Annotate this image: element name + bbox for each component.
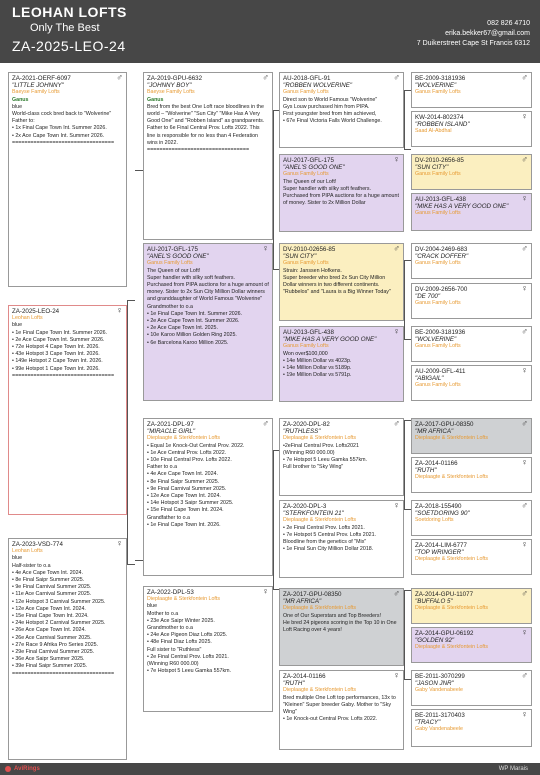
- owner: Dieplaagte & Sterkfontein Lofts: [283, 605, 357, 612]
- owner: Dieplaagte & Sterkfontein Lofts: [147, 435, 221, 442]
- main-ring-number: ZA-2025-LEO-24: [12, 38, 126, 54]
- ggp-card-ffm[interactable]: [279, 154, 404, 232]
- female-icon: ♀: [521, 627, 528, 637]
- description: Super handler with silky soft feathers.: [147, 274, 236, 281]
- ring-number: AU-2009-GFL-411: [415, 368, 466, 375]
- avirings-logo-icon: [5, 766, 11, 772]
- description: • 67e Final Victoria Falls World Challenge.: [283, 118, 382, 125]
- ring-number: BE-2011-3170403: [415, 712, 465, 719]
- mother-line: • 26e Ace Carnival Summer 2025.: [12, 634, 92, 641]
- result-line: • 6e Barcelona Karoo Million 2025.: [147, 339, 229, 346]
- father-line: • 1x Final Cape Town Int. Summer 2026.: [12, 125, 107, 132]
- female-icon: ♀: [393, 154, 400, 164]
- female-icon: ♀: [393, 500, 400, 510]
- mother-line: • 9e Final Carnival Summer 2025.: [12, 584, 92, 591]
- owner: Dieplaagte & Sterkfontein Lofts: [147, 596, 221, 603]
- description: Bred multiple One Loft top performances, 13x to "Kleinen" Super breeder Gaby. Mother to "Sky Wing": [283, 694, 396, 716]
- pigeon-name: "RUTH": [415, 467, 437, 475]
- ring-number: ZA-2019-GPU-6632: [147, 75, 203, 82]
- pigeon-color: blue: [12, 322, 23, 329]
- mother-line: • 27e Race 9 Afrika Pro Series 2025.: [12, 641, 99, 648]
- mother-line: • 24e Hotspot 2 Carnival Summer 2025.: [12, 620, 106, 627]
- pigeon-name: "TOP WRINGER": [415, 549, 464, 557]
- ring-number: ZA-2020-DPL-3: [283, 503, 327, 510]
- pigeon-name: "SOETDORING 90": [415, 510, 470, 518]
- pigeon-name: "MIKE HAS A VERY GOOD ONE": [415, 203, 509, 211]
- contact-block: [417, 19, 530, 49]
- ring-number: ZA-2017-GPU-08350: [283, 591, 342, 598]
- father-strain: Ganus: [12, 96, 29, 103]
- result-line: • 14e Million Dollar vs 4023p.: [283, 357, 352, 364]
- description: Won over$100,000: [283, 350, 328, 357]
- result-line: • 1e Ace Central Prov. Lofts 2022.: [147, 449, 227, 456]
- male-icon: ♂: [521, 243, 528, 253]
- mother-card[interactable]: [8, 538, 127, 760]
- pigeon-line: • 72e Hotspot 4 Cape Town Int. 2026.: [12, 344, 100, 351]
- owner: Dieplaagte & Sterkfontein Lofts: [415, 556, 489, 563]
- result-line: • 24e Ace Pigeon Diaz Lofts 2025.: [147, 632, 228, 639]
- ring-number: BE-2009-3181936: [415, 75, 466, 82]
- result-line: • 8e Final Saipr Summer 2025.: [147, 478, 220, 485]
- male-icon: ♂: [393, 72, 400, 82]
- owner: Ganus Family Lofts: [283, 343, 329, 350]
- result-line: • 2e Ace Cape Town Int. 2025.: [147, 325, 218, 332]
- g4-card-4[interactable]: [411, 193, 532, 231]
- mother-line: • 11e Ace Carnival Summer 2025.: [12, 591, 92, 598]
- pigeon-name: "MIRACLE GIRL": [147, 428, 196, 436]
- mother-ring: ZA-2023-VSD-774: [12, 541, 63, 548]
- description: Super handler with silky soft feathers.: [283, 185, 372, 192]
- ring-number: ZA-2014-LIM-6777: [415, 542, 467, 549]
- result-line: • 7e Hotspot 5 Leeu Gamka 557km.: [283, 457, 368, 464]
- pigeon-name: "WOLVERINE": [415, 82, 457, 90]
- pigeon-name: "STERKFONTEIN 21": [283, 510, 344, 518]
- father-ring: ZA-2021-OERF-6097: [12, 75, 71, 82]
- father-owner: Baeyse Family Lofts: [12, 89, 60, 96]
- contact-address: 7 Duikerstreet Cape St Francis 6312: [416, 40, 530, 47]
- description: Bred from the best One Loft race bloodlines in the world – "Wolverine" "Sun City" "Mike Has A Very Good One" and "Robben Island" as grandparents. Father to 6e Final Central Prov. Lofts 2022. This line is responsible for no less than 4 Federation wins in 2022.: [147, 103, 265, 146]
- pigeon-line: =================================: [12, 372, 115, 379]
- ring-number: ZA-2017-GPU-08350: [415, 421, 474, 428]
- ring-number: AU-2017-GFL-175: [147, 246, 198, 253]
- pigeon-name: "SUN CITY": [283, 253, 317, 261]
- pigeon-card[interactable]: [8, 305, 127, 515]
- ring-number: ZA-2014-01166: [283, 673, 326, 680]
- maternal-grandmother-card[interactable]: [143, 586, 273, 712]
- result-line: Mother to o.a: [147, 610, 179, 617]
- owner: Ganus Family Lofts: [415, 260, 461, 267]
- father-line: =================================: [12, 139, 115, 146]
- loft-name: LEOHAN LOFTS: [12, 4, 127, 20]
- g4-card-10[interactable]: [411, 457, 532, 493]
- female-icon: ♀: [262, 586, 269, 596]
- father-name: "LITTLE JOHNNY": [12, 82, 64, 90]
- pigeon-name: "ANEL'S GOOD ONE": [283, 164, 345, 172]
- pigeon-line: • 99e Hotspot 1 Cape Town Int. 2026.: [12, 365, 100, 372]
- owner: Ganus Family Lofts: [415, 171, 461, 178]
- pigeon-name: "DE 700": [415, 293, 441, 301]
- pigeon-name: "ROBBEN ISLAND": [415, 121, 470, 129]
- result-line: Grandmother to o.a: [147, 625, 193, 632]
- pigeon-line: • 149e Hotspot 2 Cape Town Int. 2026.: [12, 358, 103, 365]
- male-icon: ♂: [521, 154, 528, 164]
- pigeon-name: "MIKE HAS A VERY GOOD ONE": [283, 336, 377, 344]
- mother-owner: Leohan Lofts: [12, 548, 43, 555]
- pedigree-header: [0, 0, 540, 63]
- male-icon: ♂: [521, 326, 528, 336]
- result-line: Full sister to "Ruthless": [147, 646, 202, 653]
- owner: Ganus Family Lofts: [415, 210, 461, 217]
- ring-number: AU-2017-GFL-175: [283, 157, 334, 164]
- male-icon: ♂: [521, 670, 528, 680]
- owner: Dieplaagte & Sterkfontein Lofts: [415, 435, 489, 442]
- result-line: (Winning R60 000.00): [283, 449, 335, 456]
- pigeon-name: "BUFFALO 5": [415, 598, 453, 606]
- female-icon: ♀: [521, 539, 528, 549]
- pigeon-name: "WOLVERINE": [415, 336, 457, 344]
- ggp-card-mmf[interactable]: [279, 588, 404, 666]
- ring-number: BE-2011-3070299: [415, 673, 465, 680]
- female-icon: ♀: [116, 538, 123, 548]
- ring-number: DV-2009-2656-700: [415, 286, 468, 293]
- result-line: • 10e Final Central Prov. Lofts 2022.: [147, 457, 232, 464]
- father-line: blue: [12, 103, 23, 110]
- description: Purchased from PIPA auctions for a huge amount of money. Sister to 2x Million Dollar: [283, 193, 399, 207]
- g4-card-7[interactable]: [411, 326, 532, 362]
- footer-credit: WP Marais: [498, 766, 528, 772]
- ggp-card-mff[interactable]: [279, 418, 404, 496]
- g4-card-1[interactable]: [411, 72, 532, 108]
- result-line: • 7e Hotspot 5 Leeu Gamka 557km.: [147, 668, 232, 675]
- pigeon-name: "SUN CITY": [415, 164, 449, 172]
- pigeon-ring: ZA-2025-LEO-24: [12, 308, 60, 315]
- male-icon: ♂: [521, 500, 528, 510]
- owner: Dieplaagte & Sterkfontein Lofts: [415, 605, 489, 612]
- result-line: • 48e Final Diaz Lofts 2025.: [147, 639, 212, 646]
- result-line: (Winning R60 000.00): [147, 661, 199, 668]
- result-line: • 1e Final Sun City Million Dollar 2018.: [283, 546, 374, 553]
- footer-brand[interactable]: AviRings: [14, 766, 40, 772]
- male-icon: ♂: [521, 72, 528, 82]
- result-line: • 1e Final Cape Town Int. Summer 2026.: [147, 310, 243, 317]
- owner: Dieplaagte & Sterkfontein Lofts: [283, 687, 357, 694]
- father-card[interactable]: [8, 72, 127, 287]
- g4-card-11[interactable]: [411, 500, 532, 536]
- male-icon: ♂: [393, 243, 400, 253]
- contact-phone[interactable]: 082 826 4710: [487, 20, 530, 27]
- result-line: • 1e Final Cape Town Int. 2026.: [147, 521, 221, 528]
- result-line: • 19e Million Dollar vs 5791p.: [283, 372, 352, 379]
- result-line: • 14e Hotspot 3 Saipr Summer 2025.: [147, 500, 234, 507]
- pigeon-name: "ABIGAIL": [415, 375, 444, 383]
- mother-line: • 12e Ace Cape Town Int. 2024.: [12, 605, 86, 612]
- description: He bred 24 pigeons scoring in the Top 10 in One Loft Racing over 4 years!: [283, 619, 397, 634]
- ggp-card-fmf[interactable]: [279, 243, 404, 321]
- pigeon-line: • 1e Final Cape Town Int. Summer 2026.: [12, 329, 108, 336]
- pigeon-name: "JASON JNR": [415, 680, 454, 688]
- ring-number: ZA-2020-DPL-82: [283, 421, 330, 428]
- ring-number: KW-2014-802374: [415, 114, 464, 121]
- pigeon-name: "GOLDEN 92": [415, 637, 455, 645]
- ring-number: ZA-2018-155490: [415, 503, 462, 510]
- footer-bar: [0, 763, 540, 775]
- g4-card-14[interactable]: [411, 627, 532, 663]
- description: Grandmother to o.a: [147, 303, 193, 310]
- paternal-grandfather-card[interactable]: [143, 72, 273, 240]
- female-icon: ♀: [393, 326, 400, 336]
- owner: Ganus Family Lofts: [283, 260, 329, 267]
- strain: Ganus: [147, 96, 164, 103]
- owner: Saad Al-Abdhal: [415, 128, 452, 135]
- owner: Baeyse Family Lofts: [147, 89, 195, 96]
- result-line: • 23e Ace Saipr Winter 2025.: [147, 617, 215, 624]
- owner: Ganus Family Lofts: [415, 89, 461, 96]
- result-line: • 10e Karoo Million Golden Ring 2025.: [147, 332, 237, 339]
- male-icon: ♂: [393, 418, 400, 428]
- pigeon-name: "TRACY": [415, 719, 441, 727]
- female-icon: ♀: [521, 111, 528, 121]
- pigeon-name: "JOHNNY BOY": [147, 82, 192, 90]
- pigeon-name: "ROBBEN WOLVERINE": [283, 82, 353, 90]
- male-icon: ♂: [262, 72, 269, 82]
- female-icon: ♀: [521, 283, 528, 293]
- pigeon-name: "ANEL'S GOOD ONE": [147, 253, 209, 261]
- result-line: Grandfather to o.a: [147, 514, 190, 521]
- g4-card-9[interactable]: [411, 418, 532, 454]
- description: Bloodline from the genetics of "Mix": [283, 539, 367, 546]
- owner: Gaby Vandenabeele: [415, 687, 463, 694]
- g4-card-6[interactable]: [411, 283, 532, 319]
- owner: Dieplaagte & Sterkfontein Lofts: [415, 474, 489, 481]
- ggp-card-mmm[interactable]: [279, 670, 404, 750]
- g4-card-8[interactable]: [411, 365, 532, 401]
- ring-number: BE-2009-3181936: [415, 329, 466, 336]
- ring-number: ZA-2014-GPU-11077: [415, 591, 474, 598]
- mother-line: • 8e Final Saipr Summer 2025.: [12, 577, 85, 584]
- ring-number: ZA-2014-GPU-06192: [415, 630, 474, 637]
- result-line: • 14e Million Dollar vs 5189p.: [283, 365, 352, 372]
- description: Gys Louw purchased him from PIPA.: [283, 103, 370, 110]
- g4-card-5[interactable]: [411, 243, 532, 279]
- ggp-card-mfm[interactable]: [279, 500, 404, 578]
- owner: Soetdoring Lofts: [415, 517, 454, 524]
- loft-slogan: Only The Best: [30, 22, 100, 34]
- description: Super breeder who bred 2x Sun City Million Dollar winners in two different continents. "Rubbelos" and "Laura is a Big Winner Today": [283, 274, 391, 296]
- owner: Ganus Family Lofts: [415, 300, 461, 307]
- father-line: World-class cock bred back to "Wolverine": [12, 111, 112, 118]
- mother-line: Half-sister to o.a: [12, 562, 51, 569]
- description: One of Our Superstars and Top Breeders!: [283, 612, 381, 619]
- ring-number: AU-2013-GFL-438: [415, 196, 466, 203]
- owner: Dieplaagte & Sterkfontein Lofts: [283, 517, 357, 524]
- owner: Ganus Family Lofts: [283, 89, 329, 96]
- result-line: • 15e Final Cape Town Int. 2024.: [147, 507, 224, 514]
- result-line: • 7e Hotspot 5 Central Prov. Lofts 2021.: [283, 531, 377, 538]
- owner: Ganus Family Lofts: [147, 260, 193, 267]
- paternal-grandmother-card[interactable]: [143, 243, 273, 401]
- owner: Dieplaagte & Sterkfontein Lofts: [415, 644, 489, 651]
- description: Strain: Janssen Hofkens.: [283, 267, 342, 274]
- ring-number: DV-2010-02656-85: [283, 246, 336, 253]
- female-icon: ♀: [521, 193, 528, 203]
- mother-line: =================================: [12, 670, 115, 677]
- pigeon-line: • 43e Hotspot 3 Cape Town Int. 2026.: [12, 351, 100, 358]
- mother-line: • 36e Ace Saipr Summer 2025.: [12, 656, 85, 663]
- pigeon-name: "MR AFRICA": [283, 598, 322, 606]
- g4-card-16[interactable]: [411, 709, 532, 747]
- ring-number: AU-2013-GFL-438: [283, 329, 334, 336]
- ring-number: DV-2004-2469-683: [415, 246, 468, 253]
- divider-text: =================================: [147, 147, 250, 154]
- result-line: • 2e Final Central Prov. Lofts 2021.: [147, 653, 229, 660]
- pigeon-name: "MR AFRICA": [415, 428, 454, 436]
- description: The Queen of our Loft!: [283, 178, 337, 185]
- male-icon: ♂: [262, 418, 269, 428]
- description: The Queen of our Loft!: [147, 267, 201, 274]
- mother-line: • 26e Ace Cape Town Int. 2024.: [12, 627, 86, 634]
- result-line: • 2e Final Central Prov. Lofts 2021.: [283, 524, 365, 531]
- ring-number: DV-2010-2656-85: [415, 157, 464, 164]
- male-icon: ♂: [393, 588, 400, 598]
- pigeon-name: "CRACK DOFFER": [415, 253, 469, 261]
- owner: Ganus Family Lofts: [415, 382, 461, 389]
- g4-card-15[interactable]: [411, 670, 532, 706]
- g4-card-3[interactable]: [411, 154, 532, 190]
- ggp-card-fff[interactable]: [279, 72, 404, 148]
- ring-number: ZA-2021-DPL-97: [147, 421, 194, 428]
- result-line: • 4e Ace Cape Town Int. 2024.: [147, 471, 218, 478]
- pigeon-name: "RUTH": [283, 680, 305, 688]
- ring-number: AU-2018-GFL-91: [283, 75, 331, 82]
- pigeon-name: "RUTHLESS": [283, 428, 321, 436]
- ring-number: ZA-2022-DPL-53: [147, 589, 194, 596]
- result-line: • 2e Ace Cape Town Int. Summer 2026.: [147, 318, 240, 325]
- mother-color: blue: [12, 555, 23, 562]
- color: blue: [147, 603, 158, 610]
- female-icon: ♀: [393, 670, 400, 680]
- mother-line: • 15e Final Cape Town Int. 2024.: [12, 613, 89, 620]
- female-icon: ♀: [116, 305, 123, 315]
- result-line: •2eFinal Central Prov. Lofts2021: [283, 442, 359, 449]
- father-line: Father to:: [12, 118, 35, 125]
- pigeon-line: • 2e Ace Cape Town Int. Summer 2026.: [12, 336, 105, 343]
- ring-number: ZA-2014-01166: [415, 460, 458, 467]
- female-icon: ♀: [521, 709, 528, 719]
- g4-card-2[interactable]: [411, 111, 532, 147]
- mother-line: • 29e Final Carnival Summer 2025.: [12, 649, 95, 656]
- owner: Dieplaagte & Sterkfontein Lofts: [283, 435, 357, 442]
- female-icon: ♀: [521, 365, 528, 375]
- g4-card-12[interactable]: [411, 539, 532, 575]
- result-line: Father to o.a: [147, 464, 178, 471]
- maternal-grandfather-card[interactable]: [143, 418, 273, 576]
- owner: Ganus Family Lofts: [283, 171, 329, 178]
- description: Purchased from PIPA auctions for a huge amount of money. Sister to 2x Sun City Million Dollar winners and granddaughter of World Famous "Wolverine": [147, 282, 269, 303]
- male-icon: ♂: [116, 72, 123, 82]
- ggp-card-fmm[interactable]: [279, 326, 404, 402]
- mother-line: • 4e Ace Cape Town Int. 2024.: [12, 569, 83, 576]
- result-line: • 12e Ace Cape Town Int. 2024.: [147, 493, 221, 500]
- contact-email[interactable]: erika.bekker67@gmail.com: [445, 30, 530, 37]
- result-line: • 9e Final Carnival Summer 2025.: [147, 485, 227, 492]
- male-icon: ♂: [521, 418, 528, 428]
- owner: Ganus Family Lofts: [415, 343, 461, 350]
- description: First youngster bred from him achieved,: [283, 111, 377, 118]
- male-icon: ♂: [521, 588, 528, 598]
- owner: Gaby Vandenabeele: [415, 726, 463, 733]
- result-line: • 1e Knock-out Central Prov. Lofts 2022.: [283, 716, 378, 723]
- result-line: • Equal 1e Knock-Out Central Prov. 2022.: [147, 442, 245, 449]
- g4-card-13[interactable]: [411, 588, 532, 624]
- female-icon: ♀: [262, 243, 269, 253]
- mother-line: • 39e Final Saipr Summer 2025.: [12, 663, 88, 670]
- description: Full brother to "Sky Wing": [283, 464, 344, 471]
- father-line: • 2x Ace Cape Town Int. Summer 2026.: [12, 132, 105, 139]
- pigeon-owner: Leohan Lofts: [12, 315, 43, 322]
- female-icon: ♀: [521, 457, 528, 467]
- mother-line: • 12e Hotspot 3 Carnival Summer 2025.: [12, 598, 106, 605]
- description: Direct son to World Famous "Wolverine": [283, 96, 378, 103]
